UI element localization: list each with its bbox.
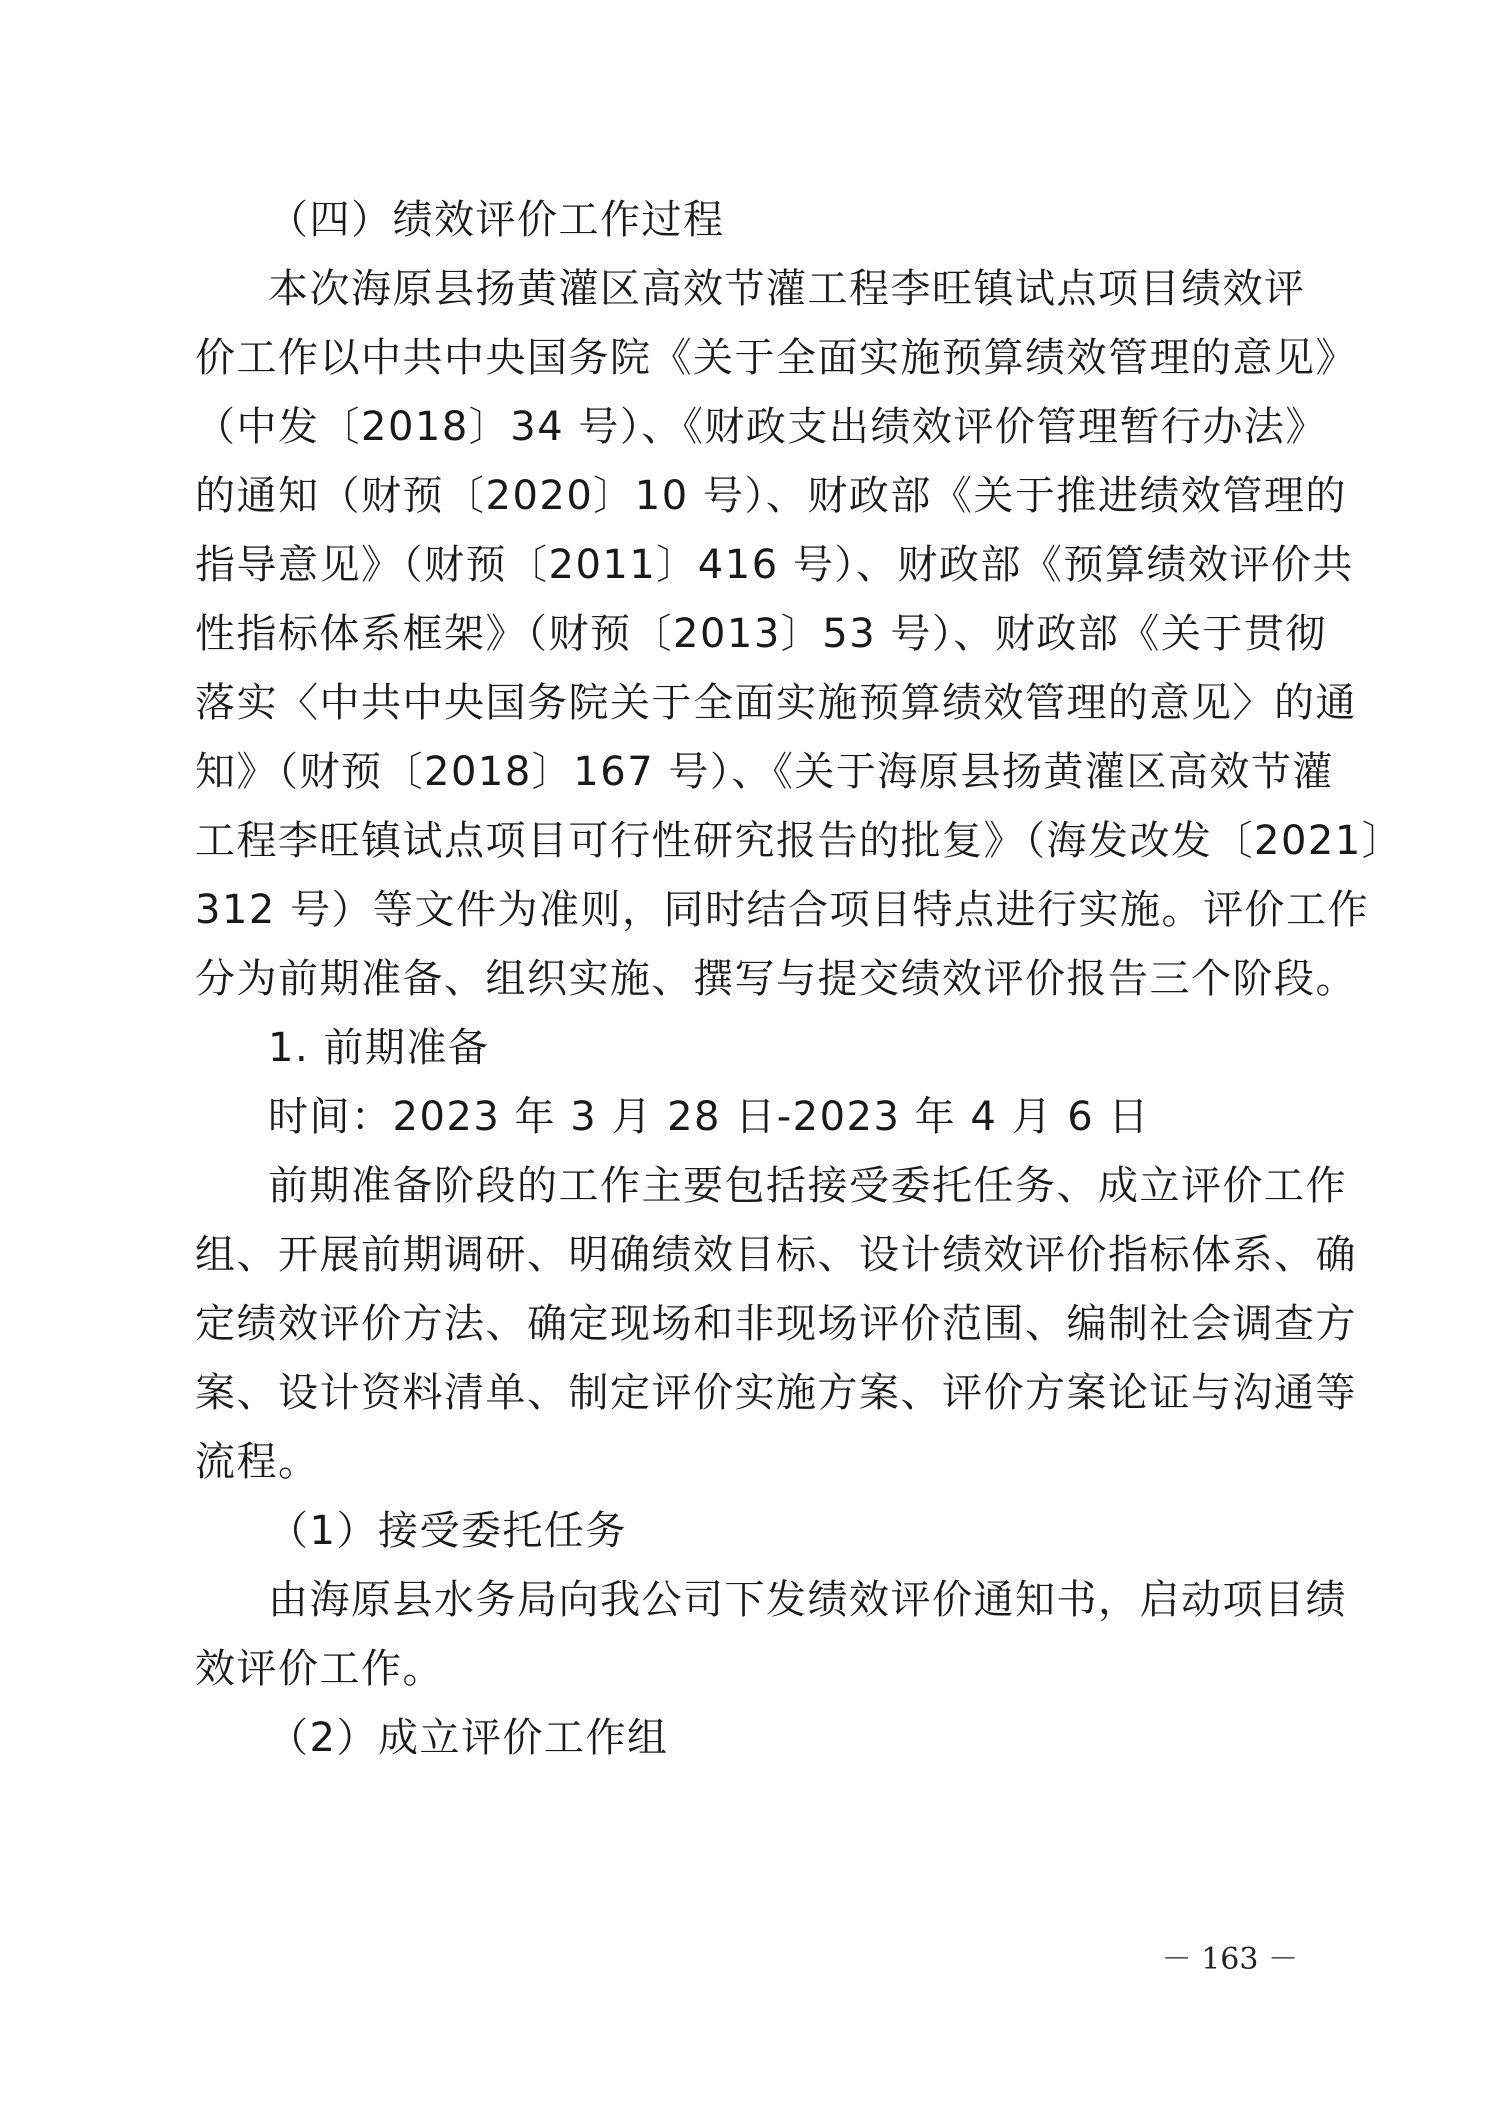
paragraph-line: 的通知（财预〔2020〕10 号）、财政部《关于推进绩效管理的 — [195, 473, 1347, 519]
paragraph-line: 指导意见》（财预〔2011〕416 号）、财政部《预算绩效评价共 — [195, 542, 1354, 588]
paragraph-line: 性指标体系框架》（财预〔2013〕53 号）、财政部《关于贯彻 — [195, 611, 1327, 657]
paragraph-line: 312 号）等文件为准则，同时结合项目特点进行实施。评价工作 — [195, 887, 1370, 933]
paragraph-line: 组、开展前期调研、明确绩效目标、设计绩效评价指标体系、确 — [195, 1232, 1357, 1278]
item-heading: （1）接受委托任务 — [268, 1508, 627, 1554]
paragraph-line: 价工作以中共中央国务院《关于全面实施预算绩效管理的意见》 — [195, 335, 1357, 381]
paragraph-line: 流程。 — [195, 1439, 320, 1485]
page-number: － 163 － — [1161, 1942, 1298, 1977]
paragraph-line: 知》（财预〔2018〕167 号）、《关于海原县扬黄灌区高效节灌 — [195, 749, 1334, 795]
paragraph-line: 定绩效评价方法、确定现场和非现场评价范围、编制社会调查方 — [195, 1301, 1357, 1347]
paragraph-line: 分为前期准备、组织实施、撰写与提交绩效评价报告三个阶段。 — [195, 956, 1357, 1002]
item-heading: （2）成立评价工作组 — [268, 1715, 669, 1761]
time-line: 时间：2023 年 3 月 28 日-2023 年 4 月 6 日 — [268, 1094, 1150, 1140]
paragraph-line: 前期准备阶段的工作主要包括接受委托任务、成立评价工作 — [268, 1163, 1347, 1209]
paragraph-line: 落实〈中共中央国务院关于全面实施预算绩效管理的意见〉的通 — [195, 680, 1357, 726]
section-heading: （四）绩效评价工作过程 — [268, 197, 725, 243]
paragraph-line: 本次海原县扬黄灌区高效节灌工程李旺镇试点项目绩效评 — [268, 266, 1306, 312]
paragraph-line: （中发〔2018〕34 号）、《财政支出绩效评价管理暂行办法》 — [195, 404, 1327, 450]
paragraph-line: 效评价工作。 — [195, 1646, 444, 1692]
subsection-heading: 1. 前期准备 — [268, 1025, 490, 1071]
paragraph-line: 案、设计资料清单、制定评价实施方案、评价方案论证与沟通等 — [195, 1370, 1357, 1416]
paragraph-line: 工程李旺镇试点项目可行性研究报告的批复》（海发改发〔2021〕 — [195, 818, 1404, 864]
paragraph-line: 由海原县水务局向我公司下发绩效评价通知书，启动项目绩 — [268, 1577, 1347, 1623]
